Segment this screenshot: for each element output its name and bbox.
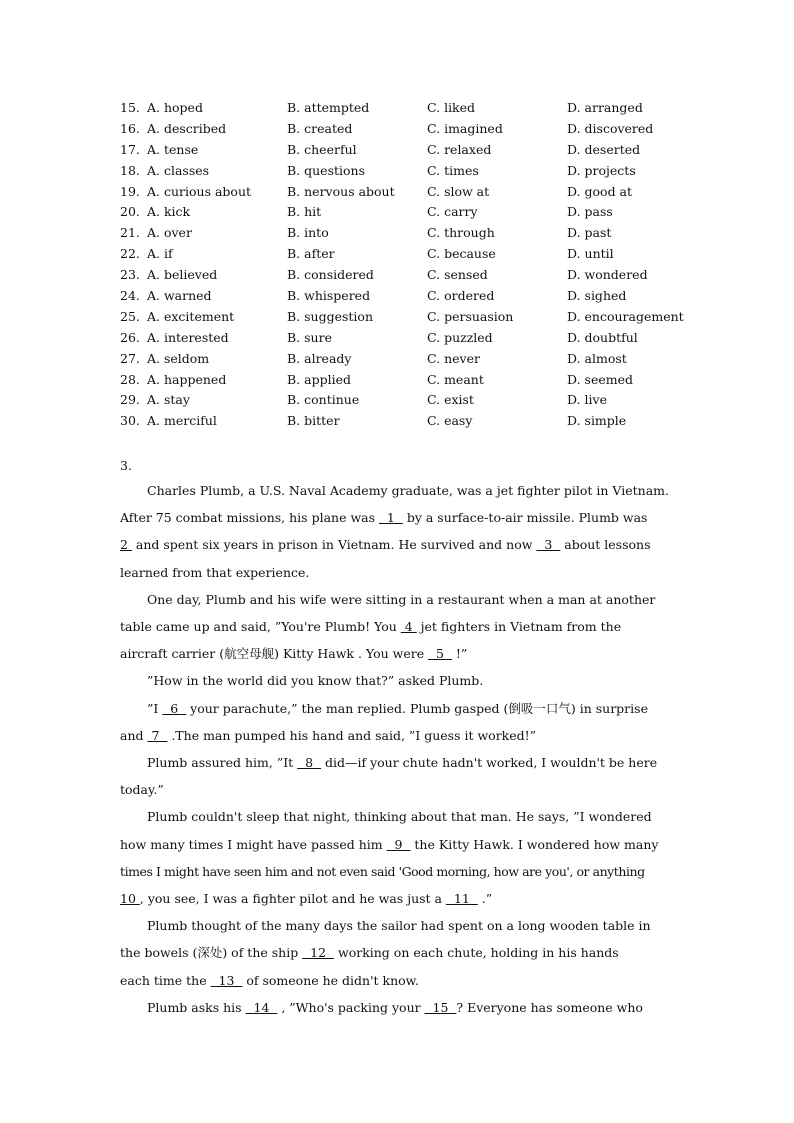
blank-14[interactable]: 14 bbox=[245, 999, 278, 1015]
question-number: 22. bbox=[120, 246, 140, 262]
passage-line bbox=[120, 776, 716, 803]
passage-line bbox=[120, 803, 716, 830]
option-b[interactable]: B. attempted bbox=[287, 100, 370, 115]
option-c[interactable]: C. liked bbox=[427, 100, 476, 115]
blank-8[interactable]: 8 bbox=[297, 755, 321, 771]
blank-3[interactable]: 3 bbox=[536, 537, 561, 553]
blank-4[interactable]: 4 bbox=[400, 619, 417, 635]
passage-line bbox=[120, 504, 716, 531]
question-number: 19. bbox=[120, 183, 140, 199]
blank-13[interactable]: 13 bbox=[210, 972, 243, 988]
text: how many times I might have passed him bbox=[120, 836, 387, 852]
text: !” bbox=[451, 646, 468, 662]
question-number: 20. bbox=[120, 204, 140, 220]
passage-line bbox=[120, 613, 716, 640]
option-c[interactable]: C. persuasion bbox=[427, 308, 514, 324]
text: , ”Who's packing your bbox=[277, 999, 425, 1015]
passage-line bbox=[120, 586, 716, 613]
blank-12[interactable]: 12 bbox=[302, 945, 335, 961]
passage-line bbox=[120, 912, 716, 939]
option-c[interactable]: C. puzzled bbox=[427, 329, 493, 345]
text: Plumb assured him, ”It bbox=[147, 755, 298, 771]
question-number: 23. bbox=[120, 267, 140, 283]
option-b[interactable]: B. into bbox=[287, 225, 329, 241]
question-number: 16. bbox=[120, 120, 140, 136]
option-c[interactable]: C. slow at bbox=[427, 183, 490, 199]
option-a[interactable]: A. merciful bbox=[147, 413, 217, 429]
option-c[interactable]: C. times bbox=[427, 162, 479, 178]
option-c[interactable]: C. ordered bbox=[427, 288, 495, 304]
blank-2[interactable]: 2 bbox=[120, 537, 132, 553]
passage-line bbox=[120, 531, 716, 558]
option-b[interactable]: B. questions bbox=[287, 162, 366, 178]
text: and spent six years in prison in Vietnam. He survived and now bbox=[131, 537, 537, 553]
option-a[interactable]: A. believed bbox=[147, 267, 218, 283]
option-d[interactable]: D. doubtful bbox=[567, 329, 638, 345]
question-number: 28. bbox=[120, 371, 140, 387]
option-a[interactable]: A. curious about bbox=[147, 183, 252, 199]
text: Plumb couldn't sleep that night, thinking about that man. He says, ”I wondered bbox=[147, 809, 652, 825]
option-d[interactable]: D. almost bbox=[567, 350, 627, 366]
option-d[interactable]: D. until bbox=[567, 246, 614, 262]
option-b[interactable]: B. cheerful bbox=[287, 141, 357, 157]
question-number: 25. bbox=[120, 308, 140, 324]
text: .” bbox=[477, 891, 493, 907]
text: jet fighters in Vietnam from the bbox=[416, 619, 622, 635]
option-b[interactable]: B. hit bbox=[287, 204, 322, 220]
option-b[interactable]: B. nervous about bbox=[287, 183, 395, 199]
option-d[interactable]: D. seemed bbox=[567, 371, 633, 387]
passage-line bbox=[120, 831, 716, 858]
blank-1[interactable]: 1 bbox=[378, 510, 403, 526]
option-d[interactable]: D. deserted bbox=[567, 141, 641, 157]
option-d[interactable]: D. past bbox=[567, 225, 612, 241]
option-a[interactable]: A. hoped bbox=[147, 100, 203, 115]
option-c[interactable]: C. carry bbox=[427, 204, 478, 220]
passage-line bbox=[120, 967, 716, 994]
option-a[interactable]: A. excitement bbox=[147, 308, 235, 324]
option-d[interactable]: D. projects bbox=[567, 162, 636, 178]
text: Plumb asks his bbox=[147, 999, 246, 1015]
option-a[interactable]: A. happened bbox=[147, 371, 227, 387]
option-b[interactable]: B. whispered bbox=[287, 288, 371, 304]
passage-line bbox=[120, 695, 716, 722]
text: Plumb thought of the many days the sailor had spent on a long wooden table in bbox=[147, 918, 651, 934]
blank-15[interactable]: 15 bbox=[424, 999, 457, 1015]
paragraph-4 bbox=[120, 695, 716, 749]
paragraph-3 bbox=[120, 667, 716, 694]
text: , you see, I was a fighter pilot and he was just a bbox=[139, 891, 446, 907]
text: One day, Plumb and his wife were sitting in a restaurant when a man at another bbox=[147, 591, 656, 607]
text: each time the bbox=[120, 972, 211, 988]
question-number: 17. bbox=[120, 141, 140, 157]
option-a[interactable]: A. interested bbox=[147, 329, 229, 345]
option-d[interactable]: D. good at bbox=[567, 183, 633, 199]
question-number: 21. bbox=[120, 225, 140, 241]
option-a[interactable]: A. kick bbox=[147, 204, 191, 220]
option-d[interactable]: D. simple bbox=[567, 413, 627, 429]
question-number: 24. bbox=[120, 288, 140, 304]
text: the bowels (深处) of the ship bbox=[120, 945, 303, 961]
option-d[interactable]: D. wondered bbox=[567, 267, 648, 283]
blank-10[interactable]: 10 bbox=[120, 891, 140, 907]
option-b[interactable]: B. applied bbox=[287, 371, 351, 387]
blank-5[interactable]: 5 bbox=[428, 646, 452, 662]
passage-line bbox=[120, 994, 716, 1021]
section-number: 3. bbox=[120, 458, 132, 473]
text: by a surface-to-air missile. Plumb was bbox=[402, 510, 648, 526]
passage-line bbox=[120, 749, 716, 776]
option-b[interactable]: B. suggestion bbox=[287, 308, 374, 324]
text: did—if your chute hadn't worked, I wouldn't be here bbox=[321, 755, 658, 771]
question-number: 26. bbox=[120, 329, 140, 345]
passage-line bbox=[120, 559, 716, 586]
text: your parachute,” the man replied. Plumb gasped (倒吸一口气) in surprise bbox=[186, 700, 648, 716]
text: ? Everyone has someone who bbox=[456, 999, 643, 1015]
option-a[interactable]: A. seldom bbox=[147, 350, 210, 366]
option-c[interactable]: C. imagined bbox=[427, 120, 503, 136]
text: After 75 combat missions, his plane was bbox=[120, 510, 379, 526]
paragraph-6 bbox=[120, 803, 716, 912]
blank-7[interactable]: 7 bbox=[147, 727, 168, 743]
option-a[interactable]: A. described bbox=[147, 120, 227, 136]
text: learned from that experience. bbox=[120, 564, 310, 580]
text: Charles Plumb, a U.S. Naval Academy graduate, was a jet fighter pilot in Vietnam. bbox=[147, 483, 669, 498]
option-c[interactable]: C. because bbox=[427, 246, 496, 262]
blank-9[interactable]: 9 bbox=[386, 836, 411, 852]
option-d[interactable]: D. pass bbox=[567, 204, 613, 220]
option-a[interactable]: A. warned bbox=[147, 288, 212, 304]
option-c[interactable]: C. never bbox=[427, 350, 480, 366]
passage-line bbox=[120, 640, 716, 667]
option-a[interactable]: A. if bbox=[147, 246, 173, 262]
option-d[interactable]: D. arranged bbox=[567, 100, 643, 115]
passage-line bbox=[120, 885, 716, 912]
option-c[interactable]: C. exist bbox=[427, 392, 474, 408]
passage-line bbox=[120, 667, 716, 694]
text: ”How in the world did you know that?” asked Plumb. bbox=[147, 673, 484, 689]
option-b[interactable]: B. created bbox=[287, 120, 353, 136]
passage-section bbox=[120, 455, 716, 1021]
option-d[interactable]: D. live bbox=[567, 392, 607, 408]
paragraph-2 bbox=[120, 586, 716, 668]
text: today.” bbox=[120, 782, 164, 798]
text: of someone he didn't know. bbox=[242, 972, 419, 988]
question-number: 29. bbox=[120, 392, 140, 408]
option-d[interactable]: D. encouragement bbox=[567, 308, 684, 324]
option-a[interactable]: A. classes bbox=[147, 162, 210, 178]
text: table came up and said, ”You're Plumb! You bbox=[120, 619, 401, 635]
text: about lessons bbox=[560, 537, 651, 553]
option-b[interactable]: B. bitter bbox=[287, 413, 340, 429]
option-b[interactable]: B. considered bbox=[287, 267, 374, 283]
passage-line bbox=[120, 722, 716, 749]
option-c[interactable]: C. relaxed bbox=[427, 141, 492, 157]
option-a[interactable]: A. tense bbox=[147, 141, 199, 157]
passage-line bbox=[120, 858, 716, 885]
text: .The man pumped his hand and said, ”I guess it worked!” bbox=[167, 727, 537, 743]
text: working on each chute, holding in his hands bbox=[334, 945, 619, 961]
option-c[interactable]: C. easy bbox=[427, 413, 473, 429]
paragraph-8 bbox=[120, 994, 716, 1021]
option-c[interactable]: C. through bbox=[427, 225, 495, 241]
option-a[interactable]: A. stay bbox=[147, 392, 190, 408]
blank-11[interactable]: 11 bbox=[445, 891, 478, 907]
question-number: 27. bbox=[120, 350, 140, 366]
text: ”I bbox=[147, 700, 163, 716]
text: times I might have seen him and not even said 'Good morning, how are you', or anything bbox=[120, 863, 645, 879]
passage-line bbox=[120, 477, 716, 504]
option-b[interactable]: B. after bbox=[287, 246, 335, 262]
paragraph-5 bbox=[120, 749, 716, 803]
paragraph-1 bbox=[120, 477, 716, 586]
blank-6[interactable]: 6 bbox=[162, 700, 187, 716]
option-d[interactable]: D. discovered bbox=[567, 120, 654, 136]
option-b[interactable]: B. continue bbox=[287, 392, 360, 408]
question-number: 18. bbox=[120, 162, 140, 178]
option-c[interactable]: C. sensed bbox=[427, 267, 488, 283]
passage-line bbox=[120, 939, 716, 966]
question-number: 30. bbox=[120, 413, 140, 429]
option-d[interactable]: D. sighed bbox=[567, 288, 627, 304]
text: aircraft carrier (航空母舰) Kitty Hawk . You were bbox=[120, 646, 429, 662]
option-b[interactable]: B. sure bbox=[287, 329, 332, 345]
option-a[interactable]: A. over bbox=[147, 225, 192, 241]
option-b[interactable]: B. already bbox=[287, 350, 352, 366]
text: the Kitty Hawk. I wondered how many bbox=[410, 836, 659, 852]
option-c[interactable]: C. meant bbox=[427, 371, 484, 387]
question-number: 15. bbox=[120, 100, 140, 115]
text: and bbox=[120, 727, 148, 743]
paragraph-7 bbox=[120, 912, 716, 994]
